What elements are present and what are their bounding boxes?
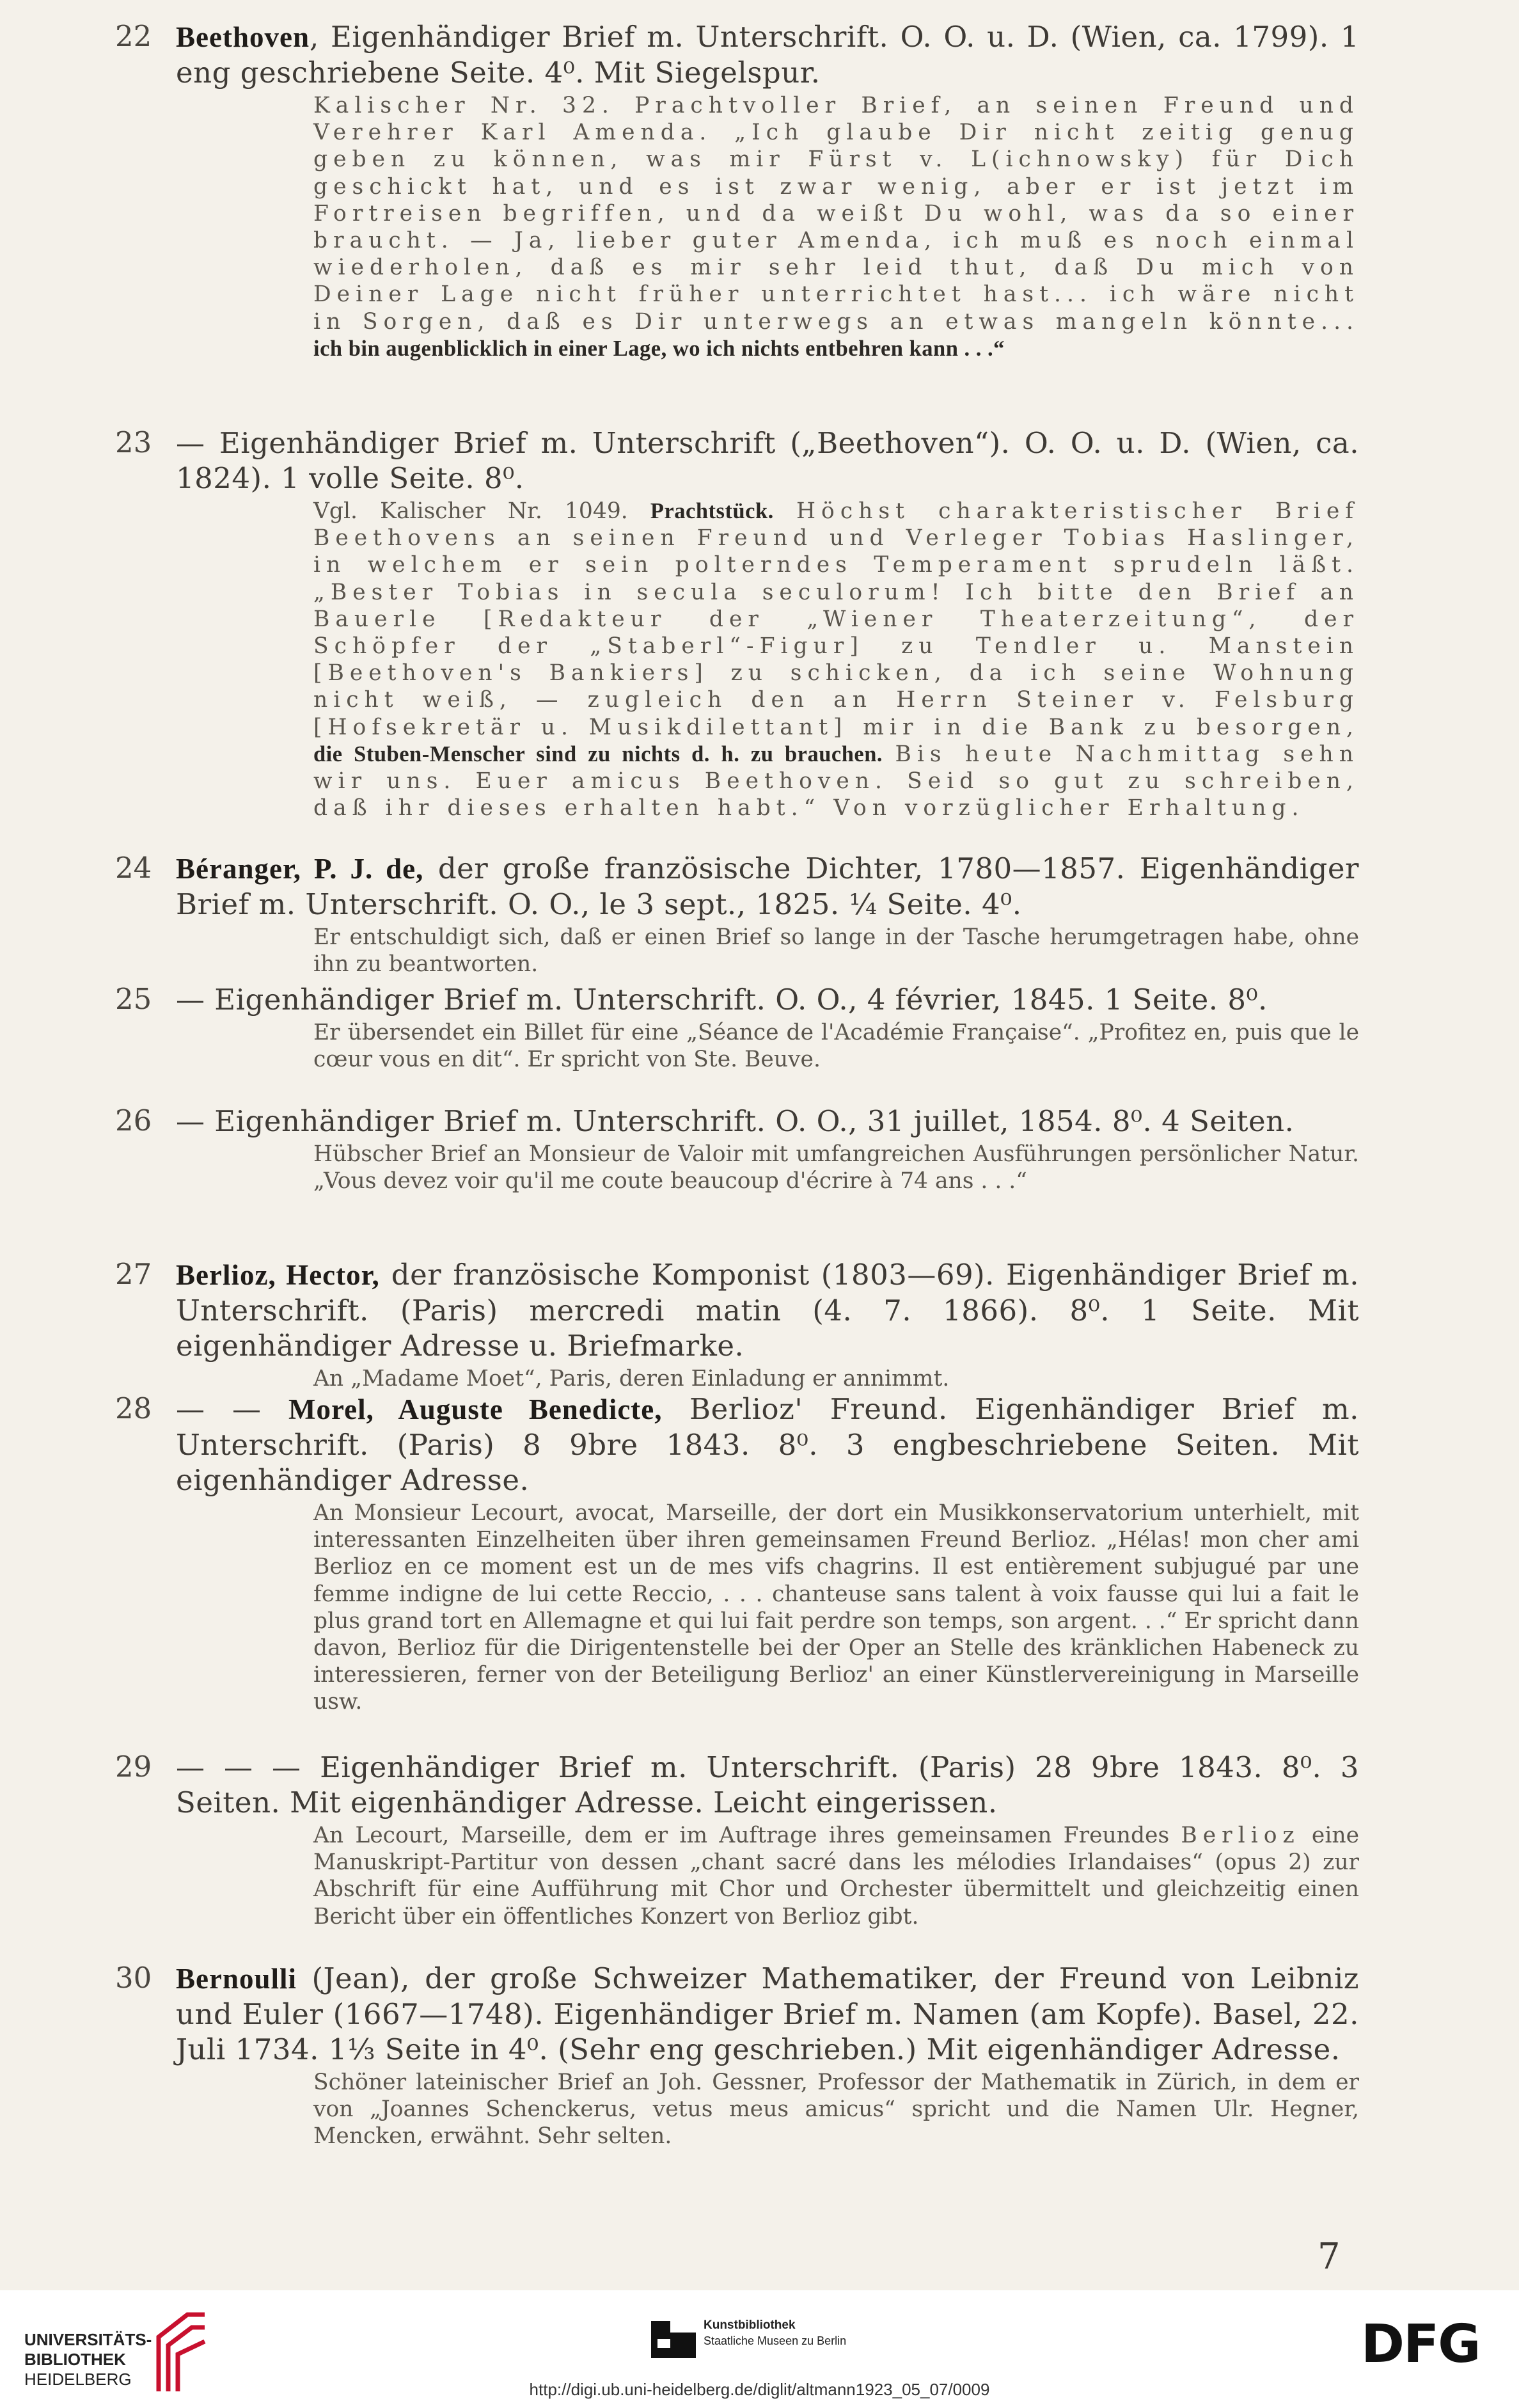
entry-heading: — Eigenhändiger Brief m. Unterschrift. O. O., 4 février, 1845. 1 Seite. 8⁰. — [176, 983, 1268, 1017]
source-url[interactable]: http://digi.ub.uni-heidelberg.de/diglit/altmann1923_05_07/0009 — [529, 2380, 990, 2399]
entry-name: Bernoulli — [176, 1963, 297, 1995]
entry-number: 27 — [115, 1257, 152, 1291]
uni-heidelberg-logo[interactable]: UNIVERSITÄTS- BIBLIOTHEK HEIDELBERG — [24, 2330, 152, 2389]
entry-note: Er übersendet ein Billet für eine „Séance de l'Académie Française“. „Profitez en, puis que le cœur vous en dit“. Er spricht von Ste. Beuve. — [313, 1020, 1359, 1073]
entry-note: Hübscher Brief an Monsieur de Valoir mit umfangreichen Ausführungen persönlicher Natur. „Vous devez voir qu'il me coute beaucoup d'écrire à 74 ans . . .“ — [313, 1141, 1359, 1194]
entry-heading: — — Morel, Auguste Benedicte, Berlioz' Freund. Eigenhändiger Brief m. Unterschrift. (Paris) 8 9bre 1843. 8⁰. 3 engbeschriebene Seiten. Mit eigenhändiger Adresse. — [176, 1392, 1359, 1497]
page-number: 7 — [1318, 2236, 1341, 2277]
entry-name: Beethoven — [176, 21, 310, 53]
entry-number: 22 — [115, 19, 152, 53]
entry-note: Schöner lateinischer Brief an Joh. Gessner, Professor der Mathematik in Zürich, in dem er von „Joannes Schenckerus, vetus meus amicus“ spricht und die Namen Ulr. Hegner, Mencken, erwähnt. Sehr selten. — [313, 2070, 1359, 2150]
entry-name: Morel, Auguste Benedicte, — [288, 1393, 663, 1425]
entry-note: Vgl. Kalischer Nr. 1049. Prachtstück. Höchst charakteristischer Brief Beethovens an seinen Freund und Verleger Tobias Haslinger, in welchem er sein polterndes Temperament sprudeln läßt. „Bester Tobias in secula seculorum! Ich bitte den Brief an Bauerle [Redakteur der „Wiener Theaterzeitung“, der Schöpfer der „Staberl“-Figur] zu Tendler u. Manstein [Beethoven's Bankiers] zu schicken, da ich seine Wohnung nicht weiß, — zugleich den an Herrn Steiner v. Felsburg [Hofsekretär u. Musikdilettant] mir in die Bank zu besorgen, die Stuben-Menscher sind zu nichts d. h. zu brauchen. Bis heute Nachmittag sehn wir uns. Euer amicus Beethoven. Seid so gut zu schreiben, daß ihr dieses erhalten habt.“ Von vorzüglicher Erhaltung. — [313, 498, 1360, 821]
entry-27 — [115, 1257, 1359, 1392]
entry-number: 25 — [115, 982, 152, 1016]
entry-heading: Beethoven, Eigenhändiger Brief m. Unterschrift. O. O. u. D. (Wien, ca. 1799). 1 eng geschriebene Seite. 4⁰. Mit Siegelspur. — [176, 20, 1359, 90]
dfg-logo[interactable]: DFG — [1361, 2314, 1480, 2375]
entry-25 — [115, 982, 1359, 1073]
entry-24 — [115, 851, 1359, 978]
entry-name: Béranger, P. J. de, — [176, 853, 424, 885]
entry-number: 28 — [115, 1391, 152, 1425]
entry-heading: Berlioz, Hector, der französische Komponist (1803—69). Eigenhändiger Brief m. Unterschrift. (Paris) mercredi matin (4. 7. 1866). 8⁰. 1 Seite. Mit eigenhändiger Adresse u. Briefmarke. — [176, 1258, 1359, 1363]
entry-note: An Monsieur Lecourt, avocat, Marseille, der dort ein Musikkonservatorium unterhielt, mit interessanten Einzelheiten über ihren gemeinsamen Freund Berlioz. „Hélas! mon cher ami Berlioz en ce moment est un de mes vifs chagrins. Il est entièrement subjugué par une femme indigne de lui cette Reccio, . . . chanteuse sans talent à voix fausse qui lui a fait le plus grand tort en Allemagne et qui lui fait perdre son temps, son argent. . .“ Er spricht dann davon, Berlioz für die Dirigentenstelle bei der Oper an Stelle des kränklichen Habeneck zu interessieren, ferner von der Beteiligung Berlioz' an einer Künstlervereinigung in Marseille usw. — [313, 1500, 1359, 1715]
entry-heading: — — — Eigenhändiger Brief m. Unterschrift. (Paris) 28 9bre 1843. 8⁰. 3 Seiten. Mit eigenhändiger Adresse. Leicht eingerissen. — [176, 1750, 1359, 1819]
entry-heading: Béranger, P. J. de, der große französische Dichter, 1780—1857. Eigenhändiger Brief m. Unterschrift. O. O., le 3 sept., 1825. ¼ Seite. 4⁰. — [176, 852, 1359, 921]
entry-22 — [115, 19, 1359, 362]
entry-number: 24 — [115, 851, 152, 885]
entry-name: Berlioz, Hector, — [176, 1259, 380, 1291]
entry-number: 29 — [115, 1750, 152, 1784]
kunstbibliothek-logo-icon — [651, 2321, 696, 2358]
entry-number: 26 — [115, 1104, 152, 1137]
entry-note: Er entschuldigt sich, daß er einen Brief so lange in der Tasche herumgetragen habe, ohne ihn zu beantworten. — [313, 924, 1359, 978]
entry-note: An „Madame Moet“, Paris, deren Einladung er annimmt. — [313, 1366, 950, 1391]
digitization-footer — [0, 2290, 1519, 2408]
entry-heading: — Eigenhändiger Brief m. Unterschrift. O. O., 31 juillet, 1854. 8⁰. 4 Seiten. — [176, 1104, 1295, 1138]
entry-number: 23 — [115, 425, 152, 459]
entry-29 — [115, 1750, 1359, 1930]
entry-note: An Lecourt, Marseille, dem er im Auftrage ihres gemeinsamen Freundes Berlioz eine Manuskript-Partitur von dessen „chant sacré dans les mélodies Irlandaises“ (opus 2) zur Abschrift für eine Aufführung mit Chor und Orchester übermittelt und gleichzeitig einen Bericht über ein öffentliches Konzert von Berlioz gibt. — [313, 1823, 1360, 1929]
entry-note: Kalischer Nr. 32. Prachtvoller Brief, an seinen Freund und Verehrer Karl Amenda. „Ich glaube Dir nicht zeitig genug geben zu können, was mir Fürst v. L(ichnowsky) für Dich geschickt hat, und es ist zwar wenig, aber er ist jetzt im Fortreisen begriffen, und da weißt Du wohl, was da so einer braucht. — Ja, lieber guter Amenda, ich muß es noch einmal wiederholen, daß es mir sehr leid thut, daß Du mich von Deiner Lage nicht früher unterrichtet hast... ich wäre nicht in Sorgen, daß es Dir unterwegs an etwas mangeln könnte... ich bin augenblicklich in einer Lage, wo ich nichts entbehren kann . . .“ — [313, 93, 1359, 361]
entry-26 — [115, 1104, 1359, 1194]
entry-23 — [115, 425, 1359, 821]
entry-heading: — Eigenhändiger Brief m. Unterschrift („Beethoven“). O. O. u. D. (Wien, ca. 1824). 1 volle Seite. 8⁰. — [176, 426, 1359, 495]
entry-heading: Bernoulli (Jean), der große Schweizer Mathematiker, der Freund von Leibniz und Euler (1667—1748). Eigenhändiger Brief m. Namen (am Kopfe). Basel, 22. Juli 1734. 1⅓ Seite in 4⁰. (Sehr eng geschrieben.) Mit eigenhändiger Adresse. — [176, 1961, 1359, 2066]
entry-30 — [115, 1961, 1359, 2150]
entry-28 — [115, 1391, 1359, 1716]
kunstbibliothek-label[interactable]: Kunstbibliothek Staatliche Museen zu Berlin — [704, 2318, 847, 2347]
entry-number: 30 — [115, 1961, 152, 1995]
